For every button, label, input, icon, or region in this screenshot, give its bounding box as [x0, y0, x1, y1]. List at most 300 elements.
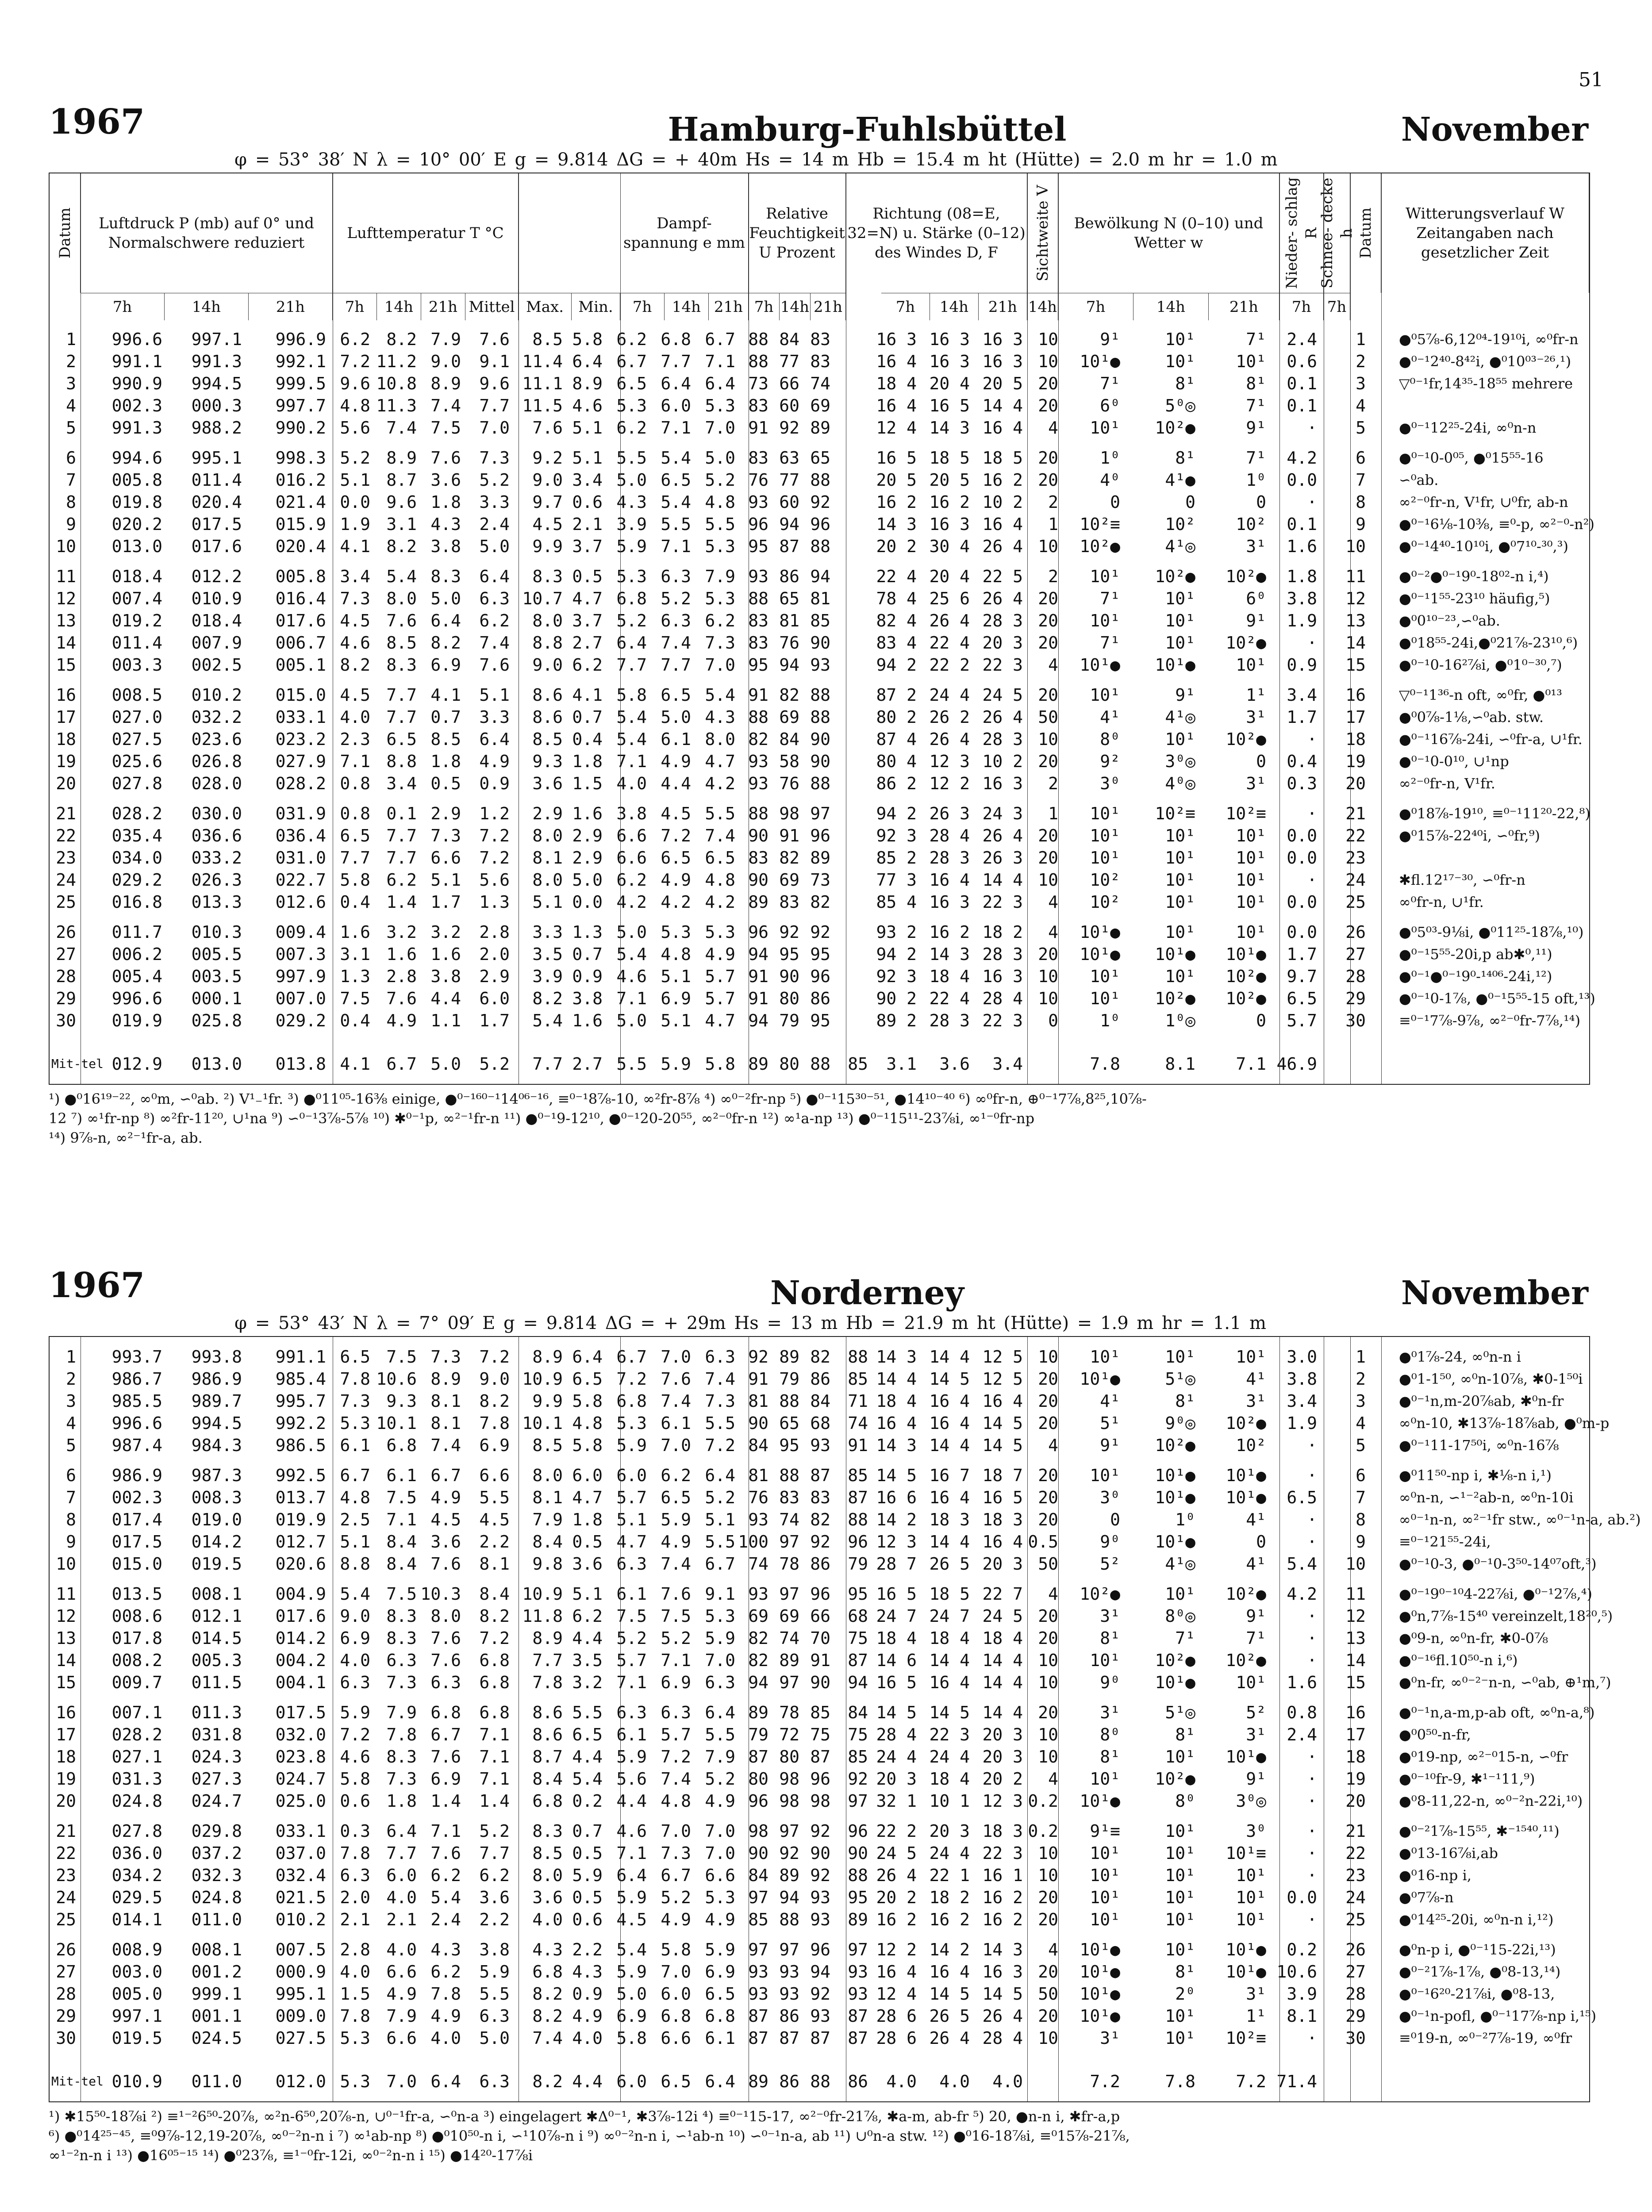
- table-cell: 4.3: [572, 1962, 603, 1982]
- table-cell: 20: [1345, 1791, 1366, 1811]
- table-cell: 86: [810, 1369, 830, 1389]
- table-cell: 28 4: [876, 1725, 917, 1744]
- table-cell: 10²≡: [1080, 515, 1120, 534]
- column-subheader: 21h: [709, 293, 749, 320]
- table-cell: 5.9: [616, 1888, 647, 1907]
- table-cell: 2: [1356, 1369, 1366, 1389]
- table-cell: 20 2: [876, 1888, 917, 1907]
- table-cell: 27: [56, 1962, 76, 1982]
- table-cell: 5.0: [705, 448, 735, 468]
- table-cell: 8.0: [532, 1466, 563, 1485]
- table-cell: 93 2: [876, 922, 917, 942]
- weather-text: ●⁰⁻¹11-17⁵⁰i, ∞⁰n-16⅞: [1399, 1437, 1559, 1454]
- table-cell: 017.5: [275, 1703, 326, 1722]
- mean-cell: 2.7: [572, 1054, 603, 1074]
- table-cell: 10¹: [1236, 870, 1266, 890]
- table-cell: 013.3: [191, 892, 242, 912]
- table-cell: 100: [738, 1532, 768, 1551]
- table-cell: 12 3: [876, 1532, 917, 1551]
- weather-text: ●⁰⁻¹6⅛-10⅜, ≡⁰-p, ∞²⁻⁰-n²): [1399, 516, 1594, 533]
- table-cell: 9.3: [532, 752, 563, 771]
- table-cell: 22 4: [929, 989, 970, 1008]
- table-cell: 7.8: [340, 2006, 370, 2026]
- table-cell: 8¹: [1175, 1962, 1195, 1982]
- table-cell: 26 4: [929, 611, 970, 630]
- column-subheader: Max.: [519, 293, 572, 320]
- table-cell: 023.8: [275, 1747, 326, 1767]
- table-cell: 7¹: [1100, 633, 1120, 653]
- column-header-label: Luftdruck P (mb) auf 0° und Normalschwere reduziert: [99, 215, 314, 252]
- table-cell: 1: [1048, 515, 1058, 534]
- table-cell: 10²●: [1226, 1651, 1266, 1670]
- table-cell: 6.8: [479, 1673, 510, 1692]
- table-cell: 76: [748, 470, 768, 490]
- table-cell: ·: [1307, 492, 1317, 512]
- column-rule: [1058, 1337, 1059, 2101]
- table-cell: 005.5: [191, 945, 242, 964]
- table-cell: 81: [779, 611, 799, 630]
- table-cell: 7.0: [705, 655, 735, 675]
- table-cell: 017.6: [191, 537, 242, 556]
- table-cell: 7¹: [1100, 374, 1120, 393]
- table-cell: 017.8: [111, 1628, 162, 1648]
- table-cell: 6.3: [705, 1347, 735, 1367]
- table-cell: 037.2: [191, 1843, 242, 1863]
- mean-cell: 012.9: [111, 1054, 162, 1074]
- table-cell: 6.1: [340, 1436, 370, 1455]
- table-cell: 14 3: [876, 1436, 917, 1455]
- table-cell: 0.2: [1287, 1940, 1317, 1959]
- table-cell: 80 4: [876, 752, 917, 771]
- table-cell: 005.3: [191, 1651, 242, 1670]
- table-cell: 12: [56, 589, 76, 608]
- table-cell: 7.9: [705, 567, 735, 586]
- table-cell: 15: [56, 655, 76, 675]
- table-cell: 7.4: [430, 1436, 461, 1455]
- table-cell: 027.1: [111, 1747, 162, 1767]
- table-cell: 83: [748, 448, 768, 468]
- table-cell: 84: [848, 1703, 868, 1722]
- table-row: [50, 1583, 1593, 1605]
- table-cell: 7¹: [1175, 1628, 1195, 1648]
- table-cell: 87: [748, 2006, 768, 2026]
- table-cell: 7.4: [532, 2028, 563, 2048]
- table-cell: 4.6: [616, 967, 647, 986]
- table-cell: 20: [1038, 1962, 1058, 1982]
- table-cell: 10: [1345, 1554, 1366, 1574]
- table-cell: 7¹: [1246, 448, 1266, 468]
- column-rule: [1381, 173, 1382, 1084]
- table-cell: 011.3: [191, 1703, 242, 1722]
- table-cell: 1.6: [1287, 1673, 1317, 1692]
- table-cell: 16 4: [876, 1413, 917, 1433]
- table-cell: 20: [56, 1791, 76, 1811]
- table-cell: 011.4: [191, 470, 242, 490]
- table-cell: 6.8: [705, 2006, 735, 2026]
- table-cell: 002.3: [111, 1488, 162, 1507]
- table-cell: 82: [810, 1347, 830, 1367]
- column-header-pressure: [81, 173, 333, 293]
- table-cell: 10²: [1236, 515, 1266, 534]
- table-cell: 16 4: [876, 352, 917, 371]
- table-cell: 8.6: [532, 685, 563, 705]
- table-cell: 2.2: [479, 1532, 510, 1551]
- table-cell: 6.3: [616, 1554, 647, 1574]
- table-cell: 9.0: [430, 352, 461, 371]
- column-subheader: 7h: [1058, 293, 1133, 320]
- weather-text: ≡⁰19-n, ∞⁰⁻²7⅞-19, ∞⁰fr: [1399, 2030, 1572, 2047]
- table-cell: 75: [810, 1725, 830, 1744]
- table-cell: 10²●: [1155, 1651, 1195, 1670]
- table-cell: 3.8: [572, 989, 603, 1008]
- table-cell: 7.8: [479, 1413, 510, 1433]
- table-cell: 5.1: [616, 1510, 647, 1529]
- table-cell: 025.8: [191, 1011, 242, 1030]
- table-cell: 6.2: [705, 611, 735, 630]
- table-cell: 4.6: [340, 1747, 370, 1767]
- table-row: [50, 1531, 1589, 1553]
- table-cell: 036.6: [191, 826, 242, 845]
- table-cell: 995.1: [191, 448, 242, 468]
- table-cell: ·: [1307, 633, 1317, 653]
- table-cell: 4.5: [340, 611, 370, 630]
- table-cell: 16 4: [982, 1532, 1023, 1551]
- table-cell: 000.1: [191, 989, 242, 1008]
- table-cell: 10¹: [1165, 2028, 1195, 2048]
- table-cell: 87 4: [876, 730, 917, 749]
- table-row: [50, 1886, 1589, 1909]
- table-cell: 10¹: [1090, 967, 1120, 986]
- table-cell: 2: [1048, 492, 1058, 512]
- table-cell: 87: [779, 2028, 799, 2048]
- weather-text: ●⁰n-fr, ∞⁰⁻²⁻n-n, ∽⁰ab, ⊕¹m,⁷): [1399, 1674, 1611, 1691]
- table-cell: 8⁰: [1100, 1725, 1120, 1744]
- column-header-weather: [1381, 173, 1589, 293]
- table-cell: 11: [1345, 1584, 1366, 1604]
- table-row: [50, 706, 1589, 728]
- table-cell: 13: [56, 611, 76, 630]
- table-cell: 7.2: [340, 352, 370, 371]
- table-cell: 7.0: [705, 1843, 735, 1863]
- table-cell: 0.5: [572, 567, 603, 586]
- table-cell: 69: [779, 707, 799, 727]
- table-cell: 14 3: [929, 945, 970, 964]
- table-cell: 9⁰: [1100, 1673, 1120, 1692]
- table-cell: 7.4: [705, 1369, 735, 1389]
- weather-text: ●⁰⁻¹0-1⅞, ●⁰⁻¹5⁵⁵-15 oft,¹³): [1399, 990, 1595, 1007]
- table-cell: 5.5: [705, 804, 735, 823]
- table-cell: 3¹: [1246, 1984, 1266, 2004]
- table-cell: 90: [810, 1843, 830, 1863]
- table-cell: 3.5: [572, 1651, 603, 1670]
- table-cell: 6.6: [479, 1466, 510, 1485]
- table-cell: 16 2: [982, 1910, 1023, 1929]
- column-rule: [1279, 1337, 1280, 2101]
- table-cell: 96: [810, 1940, 830, 1959]
- table-cell: 4: [1048, 892, 1058, 912]
- table-cell: 6.6: [616, 826, 647, 845]
- table-cell: 5.4: [616, 707, 647, 727]
- table-cell: 84: [810, 1391, 830, 1411]
- table-cell: 5.3: [616, 567, 647, 586]
- column-header-label: Relative Feuchtigkeit U Prozent: [749, 205, 845, 261]
- table-cell: 7.1: [479, 1725, 510, 1744]
- table-cell: 4: [1048, 1769, 1058, 1789]
- table-cell: 2.1: [386, 1910, 417, 1929]
- table-cell: 8.6: [532, 1725, 563, 1744]
- column-header-label: Richtung (08=E, 32=N) u. Stärke (0–12) des Windes D, F: [847, 205, 1026, 261]
- footnotes: [49, 2107, 1588, 2165]
- table-cell: 1¹: [1246, 685, 1266, 705]
- table-cell: 021.4: [275, 492, 326, 512]
- table-cell: 0.5: [572, 1888, 603, 1907]
- table-cell: 024.8: [111, 1791, 162, 1811]
- table-cell: 10: [1038, 730, 1058, 749]
- table-cell: 10.9: [522, 1369, 563, 1389]
- table-cell: 10: [1345, 537, 1366, 556]
- table-cell: 6.3: [479, 2006, 510, 2026]
- weather-text: ✱fl.12¹⁷⁻³⁰, ∽⁰fr-n: [1399, 872, 1525, 888]
- table-cell: 17: [56, 707, 76, 727]
- table-cell: 18 5: [982, 448, 1023, 468]
- table-cell: 89: [779, 1347, 799, 1367]
- table-cell: 035.4: [111, 826, 162, 845]
- table-cell: 6.1: [386, 1466, 417, 1485]
- table-cell: 14 3: [876, 1347, 917, 1367]
- table-cell: 76: [779, 774, 799, 793]
- table-cell: 25: [56, 892, 76, 912]
- table-cell: 8.9: [532, 1347, 563, 1367]
- mean-cell: 89: [748, 1054, 768, 1074]
- table-cell: 65: [779, 1413, 799, 1433]
- table-cell: 6.0: [479, 989, 510, 1008]
- table-cell: 6.7: [340, 1466, 370, 1485]
- table-cell: 5.4: [572, 1769, 603, 1789]
- table-cell: 11.8: [522, 1606, 563, 1626]
- table-cell: 10¹●: [1226, 1466, 1266, 1485]
- table-cell: 017.6: [275, 1606, 326, 1626]
- table-cell: 10¹: [1165, 892, 1195, 912]
- mean-cell: 7.8: [1165, 2072, 1195, 2091]
- table-cell: 8.1: [430, 1391, 461, 1411]
- table-cell: 4.9: [705, 1910, 735, 1929]
- table-cell: 10¹: [1090, 1347, 1120, 1367]
- table-cell: 10¹: [1090, 848, 1120, 868]
- table-cell: 7.0: [661, 1436, 691, 1455]
- table-cell: 5.2: [705, 1488, 735, 1507]
- weather-text: ●⁰⁻¹⁶fl.10⁵⁰-n i,⁶): [1399, 1652, 1518, 1669]
- table-cell: 98: [779, 804, 799, 823]
- table-cell: 1⁰: [1175, 1510, 1195, 1529]
- column-header-snow: [1318, 173, 1356, 293]
- table-cell: 90: [810, 752, 830, 771]
- table-cell: 024.7: [191, 1791, 242, 1811]
- table-cell: 10¹●: [1226, 945, 1266, 964]
- table-cell: 4.7: [705, 752, 735, 771]
- table-cell: 6.7: [616, 1347, 647, 1367]
- table-cell: 6.0: [661, 1984, 691, 2004]
- table-cell: 5.6: [340, 418, 370, 438]
- table-cell: 3⁰: [1246, 1821, 1266, 1841]
- table-cell: 7.1: [340, 752, 370, 771]
- weather-text: ●⁰⁻²1⅞-15⁵⁵, ✱⁻¹⁵⁴⁰,¹¹): [1399, 1823, 1560, 1839]
- column-subheader: 14h: [780, 293, 811, 320]
- table-cell: 1.2: [479, 804, 510, 823]
- table-cell: 031.0: [275, 848, 326, 868]
- table-cell: 5.4: [386, 567, 417, 586]
- table-cell: 000.9: [275, 1962, 326, 1982]
- weather-text: ●⁰⁻¹●⁰⁻¹9⁰-¹⁴⁰⁶-24i,¹²): [1399, 968, 1552, 985]
- table-cell: 8.2: [479, 1391, 510, 1411]
- table-cell: 005.1: [275, 655, 326, 675]
- column-header-label: Schnee- decke h: [1318, 177, 1356, 289]
- table-cell: 020.2: [111, 515, 162, 534]
- table-cell: 68: [848, 1606, 868, 1626]
- table-cell: 7.8: [386, 1725, 417, 1744]
- table-cell: 5.3: [340, 2028, 370, 2048]
- table-cell: 7.3: [340, 589, 370, 608]
- table-cell: 1.3: [572, 922, 603, 942]
- table-cell: 7.0: [479, 418, 510, 438]
- table-cell: 93: [748, 1984, 768, 2004]
- table-cell: 10²●: [1155, 1436, 1195, 1455]
- table-cell: 023.2: [275, 730, 326, 749]
- table-cell: 8.3: [386, 1747, 417, 1767]
- table-cell: 89 2: [876, 1011, 917, 1030]
- table-cell: 12: [1345, 589, 1366, 608]
- table-cell: 0.6: [1287, 352, 1317, 371]
- table-cell: 95: [779, 945, 799, 964]
- table-cell: 82: [779, 848, 799, 868]
- column-subheader: 21h: [249, 293, 333, 320]
- table-cell: 93: [810, 655, 830, 675]
- table-cell: 8¹: [1100, 1628, 1120, 1648]
- table-cell: 1.9: [1287, 1413, 1317, 1433]
- mean-cell: 4.4: [572, 2072, 603, 2091]
- table-cell: 7.4: [661, 1769, 691, 1789]
- table-cell: 4.0: [430, 2028, 461, 2048]
- table-cell: 20: [1038, 1391, 1058, 1411]
- table-cell: 95: [748, 537, 768, 556]
- table-cell: 8.3: [386, 1606, 417, 1626]
- table-cell: 84: [779, 330, 799, 349]
- table-cell: 0.9: [572, 967, 603, 986]
- table-cell: 6.5: [661, 685, 691, 705]
- table-cell: 997.9: [275, 967, 326, 986]
- table-cell: 8.0: [532, 1866, 563, 1885]
- table-cell: 5.9: [572, 1866, 603, 1885]
- table-cell: 88: [748, 707, 768, 727]
- table-cell: 9.0: [532, 655, 563, 675]
- column-header-vapor: [620, 173, 749, 293]
- table-cell: 4.9: [661, 752, 691, 771]
- table-cell: 7.6: [386, 989, 417, 1008]
- table-cell: 008.5: [111, 685, 162, 705]
- column-header-label: Sichtweite V: [1033, 184, 1052, 281]
- table-cell: 6.9: [479, 1436, 510, 1455]
- weather-text: ●⁰0¹⁰⁻²³,∽⁰ab.: [1399, 612, 1500, 629]
- table-cell: 18: [56, 730, 76, 749]
- table-cell: 2.8: [479, 922, 510, 942]
- table-cell: 20: [1038, 945, 1058, 964]
- table-cell: 10¹●: [1080, 352, 1120, 371]
- table-cell: 6.1: [616, 1725, 647, 1744]
- table-cell: 1.6: [572, 804, 603, 823]
- table-cell: 5.3: [705, 396, 735, 415]
- table-cell: 029.2: [275, 1011, 326, 1030]
- table-cell: 028.2: [275, 774, 326, 793]
- table-cell: 3.4: [386, 774, 417, 793]
- table-cell: 008.3: [191, 1488, 242, 1507]
- column-subheader: Mittel: [465, 293, 519, 320]
- table-cell: 10²●: [1155, 567, 1195, 586]
- table-cell: 027.9: [275, 752, 326, 771]
- table-cell: 10²≡: [1226, 804, 1266, 823]
- table-cell: 8.9: [386, 448, 417, 468]
- table-cell: 7.2: [479, 826, 510, 845]
- table-cell: 0.5: [430, 774, 461, 793]
- table-cell: 2.2: [572, 1940, 603, 1959]
- table-cell: 23: [56, 848, 76, 868]
- table-cell: 3¹: [1246, 1391, 1266, 1411]
- table-cell: 5.7: [616, 1651, 647, 1670]
- table-cell: 28 4: [929, 826, 970, 845]
- column-subheader: 14h: [665, 293, 709, 320]
- table-cell: 6.5: [661, 848, 691, 868]
- table-cell: 029.5: [111, 1888, 162, 1907]
- table-cell: 84: [748, 1866, 768, 1885]
- table-cell: 7.7: [661, 655, 691, 675]
- table-cell: 10¹: [1090, 804, 1120, 823]
- table-cell: 5.2: [705, 1769, 735, 1789]
- column-subheader: 21h: [979, 293, 1027, 320]
- table-cell: 008.2: [111, 1651, 162, 1670]
- table-cell: ·: [1307, 1910, 1317, 1929]
- table-cell: 4.2: [705, 892, 735, 912]
- table-cell: 0.7: [572, 1821, 603, 1841]
- table-cell: 4.9: [430, 2006, 461, 2026]
- table-cell: 10¹: [1165, 1866, 1195, 1885]
- table-row: [50, 417, 1589, 439]
- table-cell: 0.1: [1287, 374, 1317, 393]
- table-cell: 7.8: [340, 1843, 370, 1863]
- table-cell: 7.1: [661, 1651, 691, 1670]
- table-cell: 033.1: [275, 1821, 326, 1841]
- table-cell: 3.8: [479, 1940, 510, 1959]
- table-cell: 6.6: [705, 1866, 735, 1885]
- table-cell: 8.0: [532, 826, 563, 845]
- table-cell: 3⁰: [1100, 774, 1120, 793]
- table-cell: 24 4: [876, 1747, 917, 1767]
- table-cell: 2.9: [572, 848, 603, 868]
- table-cell: 22: [56, 1843, 76, 1863]
- table-cell: 16 4: [982, 1391, 1023, 1411]
- table-cell: 21: [56, 1821, 76, 1841]
- table-cell: 4.8: [661, 945, 691, 964]
- table-cell: 94 2: [876, 804, 917, 823]
- table-cell: 87: [848, 1651, 868, 1670]
- table-cell: 11.1: [522, 374, 563, 393]
- table-cell: 5.1: [479, 685, 510, 705]
- table-cell: 7.4: [705, 826, 735, 845]
- table-cell: 4.2: [661, 892, 691, 912]
- table-cell: 14 2: [929, 1940, 970, 1959]
- table-cell: 14 3: [876, 515, 917, 534]
- table-cell: 3⁰◎: [1165, 752, 1195, 771]
- table-cell: 7.1: [616, 989, 647, 1008]
- table-cell: 6: [66, 1466, 76, 1485]
- table-cell: 6.2: [430, 1866, 461, 1885]
